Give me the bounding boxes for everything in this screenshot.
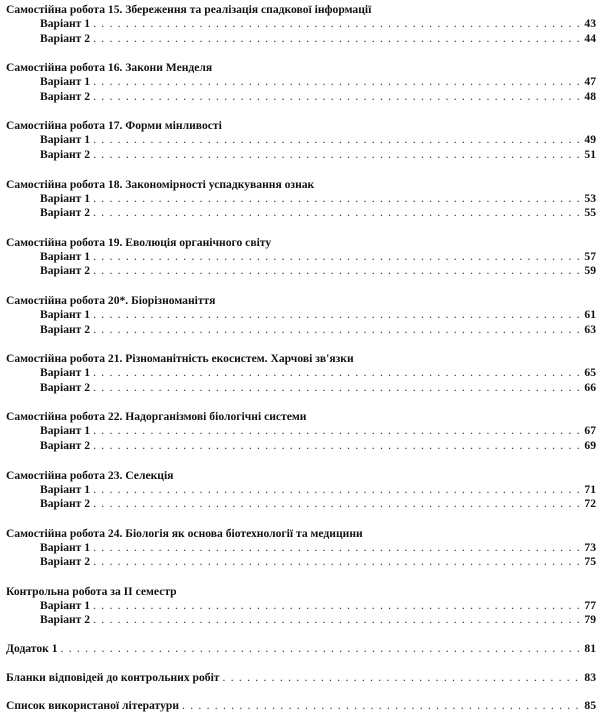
toc-entry-label: Варіант 2 bbox=[40, 380, 91, 394]
toc-section bbox=[6, 293, 596, 337]
toc-entry-label: Варіант 1 bbox=[40, 17, 91, 30]
toc-entry-label: Варіант 1 bbox=[40, 133, 91, 147]
dot-leader bbox=[93, 483, 580, 498]
toc-variant-entry bbox=[6, 32, 596, 47]
toc-section bbox=[6, 671, 596, 686]
dot-leader bbox=[93, 75, 580, 90]
dot-leader bbox=[93, 424, 580, 439]
section-title: Самостійна робота 20*. Біорізноманіття bbox=[6, 293, 216, 307]
toc-entry-label: Варіант 1 bbox=[40, 366, 91, 380]
toc-entry-label: Варіант 1 bbox=[40, 482, 91, 496]
toc-variant-entry bbox=[6, 133, 596, 148]
toc-entry-label: Додаток 1 bbox=[6, 642, 58, 656]
dot-leader bbox=[93, 308, 580, 323]
dot-leader bbox=[93, 439, 580, 454]
toc-variant-entry bbox=[6, 424, 596, 439]
dot-leader bbox=[93, 90, 580, 105]
page-number: 44 bbox=[584, 31, 596, 45]
toc-variant-entry bbox=[6, 613, 596, 628]
dot-leader bbox=[61, 642, 580, 657]
toc-variant-entry bbox=[6, 599, 596, 614]
toc-entry-label: Варіант 2 bbox=[40, 322, 91, 336]
toc-section bbox=[6, 235, 596, 279]
page-number: 79 bbox=[584, 613, 596, 627]
page-number: 75 bbox=[584, 555, 596, 569]
toc-variant-entry bbox=[6, 323, 596, 338]
page-number: 85 bbox=[584, 699, 596, 713]
dot-leader bbox=[93, 366, 580, 381]
page-number: 63 bbox=[584, 322, 596, 336]
page-number: 59 bbox=[584, 264, 596, 278]
page-number: 71 bbox=[584, 482, 596, 496]
toc-entry-label: Варіант 1 bbox=[40, 75, 91, 89]
toc-variant-entry bbox=[6, 206, 596, 221]
toc-variant-entry bbox=[6, 90, 596, 105]
section-title: Самостійна робота 24. Біологія як основа біотехнології та медицини bbox=[6, 526, 363, 540]
dot-leader bbox=[93, 17, 580, 32]
toc-entry-label: Варіант 2 bbox=[40, 89, 91, 103]
toc-entry bbox=[6, 699, 596, 714]
toc-variant-entry bbox=[6, 555, 596, 570]
dot-leader bbox=[223, 671, 581, 686]
toc-variant-entry bbox=[6, 366, 596, 381]
toc-entry bbox=[6, 671, 596, 686]
toc-section bbox=[6, 2, 596, 46]
page-number: 43 bbox=[584, 17, 596, 30]
dot-leader bbox=[93, 381, 580, 396]
toc-variant-entry bbox=[6, 192, 596, 207]
toc-variant-entry bbox=[6, 381, 596, 396]
toc-variant-entry bbox=[6, 439, 596, 454]
dot-leader bbox=[93, 497, 580, 512]
page-number: 55 bbox=[584, 206, 596, 220]
toc-variant-entry bbox=[6, 17, 596, 32]
toc-section bbox=[6, 409, 596, 453]
toc-variant-entry bbox=[6, 148, 596, 163]
toc-section bbox=[6, 177, 596, 221]
toc-entry-label: Варіант 1 bbox=[40, 540, 91, 554]
toc-entry-label: Варіант 1 bbox=[40, 191, 91, 205]
toc-variant-entry bbox=[6, 497, 596, 512]
toc-section bbox=[6, 526, 596, 570]
toc-section bbox=[6, 351, 596, 395]
toc-entry-label: Варіант 2 bbox=[40, 206, 91, 220]
section-title: Самостійна робота 22. Надорганізмові біологічні системи bbox=[6, 410, 307, 424]
page-number: 72 bbox=[584, 497, 596, 511]
toc-entry-label: Варіант 1 bbox=[40, 307, 91, 321]
page-number: 66 bbox=[584, 380, 596, 394]
dot-leader bbox=[93, 32, 580, 47]
page-number: 73 bbox=[584, 540, 596, 554]
toc-section bbox=[6, 60, 596, 104]
page-number: 53 bbox=[584, 191, 596, 205]
toc-section bbox=[6, 468, 596, 512]
dot-leader bbox=[93, 192, 580, 207]
page-number: 65 bbox=[584, 366, 596, 380]
section-title: Самостійна робота 21. Різноманітність екосистем. Харчові зв'язки bbox=[6, 352, 354, 366]
dot-leader bbox=[93, 250, 580, 265]
toc-entry-label: Бланки відповідей до контрольних робіт bbox=[6, 670, 220, 684]
toc-section bbox=[6, 584, 596, 628]
toc-entry-label: Список використаної літератури bbox=[6, 699, 180, 713]
page-number: 47 bbox=[584, 75, 596, 89]
toc-entry-label: Варіант 2 bbox=[40, 31, 91, 45]
dot-leader bbox=[93, 613, 580, 628]
dot-leader bbox=[93, 541, 580, 556]
page-number: 51 bbox=[584, 147, 596, 161]
section-title: Самостійна робота 19. Еволюція органічного світу bbox=[6, 235, 272, 249]
toc-entry bbox=[6, 642, 596, 657]
section-title: Самостійна робота 15. Збереження та реалізація спадкової інформації bbox=[6, 3, 372, 16]
page-number: 77 bbox=[584, 598, 596, 612]
toc-entry-label: Варіант 2 bbox=[40, 613, 91, 627]
toc-variant-entry bbox=[6, 541, 596, 556]
toc-entry-label: Варіант 2 bbox=[40, 555, 91, 569]
dot-leader bbox=[93, 133, 580, 148]
dot-leader bbox=[93, 599, 580, 614]
page-number: 61 bbox=[584, 307, 596, 321]
section-title: Контрольна робота за II семестр bbox=[6, 584, 177, 598]
toc-variant-entry bbox=[6, 250, 596, 265]
toc-section bbox=[6, 642, 596, 657]
page-number: 81 bbox=[584, 642, 596, 656]
section-title: Самостійна робота 18. Закономірності успадкування ознак bbox=[6, 177, 315, 191]
toc-section bbox=[6, 699, 596, 714]
section-title: Самостійна робота 23. Селекція bbox=[6, 468, 174, 482]
toc-section bbox=[6, 118, 596, 162]
toc-variant-entry bbox=[6, 308, 596, 323]
dot-leader bbox=[93, 206, 580, 221]
section-title: Самостійна робота 17. Форми мінливості bbox=[6, 119, 222, 133]
dot-leader bbox=[93, 264, 580, 279]
dot-leader bbox=[93, 148, 580, 163]
toc-variant-entry bbox=[6, 264, 596, 279]
toc-entry-label: Варіант 2 bbox=[40, 264, 91, 278]
toc-entry-label: Варіант 2 bbox=[40, 147, 91, 161]
toc-variant-entry bbox=[6, 75, 596, 90]
page-number: 69 bbox=[584, 438, 596, 452]
section-title: Самостійна робота 16. Закони Менделя bbox=[6, 61, 213, 75]
page-number: 49 bbox=[584, 133, 596, 147]
page-number: 67 bbox=[584, 424, 596, 438]
toc-entry-label: Варіант 1 bbox=[40, 424, 91, 438]
dot-leader bbox=[93, 555, 580, 570]
page-number: 83 bbox=[584, 670, 596, 684]
toc-entry-label: Варіант 1 bbox=[40, 598, 91, 612]
toc-entry-label: Варіант 2 bbox=[40, 438, 91, 452]
toc-variant-entry bbox=[6, 483, 596, 498]
dot-leader bbox=[182, 699, 580, 714]
page-number: 57 bbox=[584, 249, 596, 263]
dot-leader bbox=[93, 323, 580, 338]
toc-entry-label: Варіант 2 bbox=[40, 497, 91, 511]
toc-entry-label: Варіант 1 bbox=[40, 249, 91, 263]
page-number: 48 bbox=[584, 89, 596, 103]
